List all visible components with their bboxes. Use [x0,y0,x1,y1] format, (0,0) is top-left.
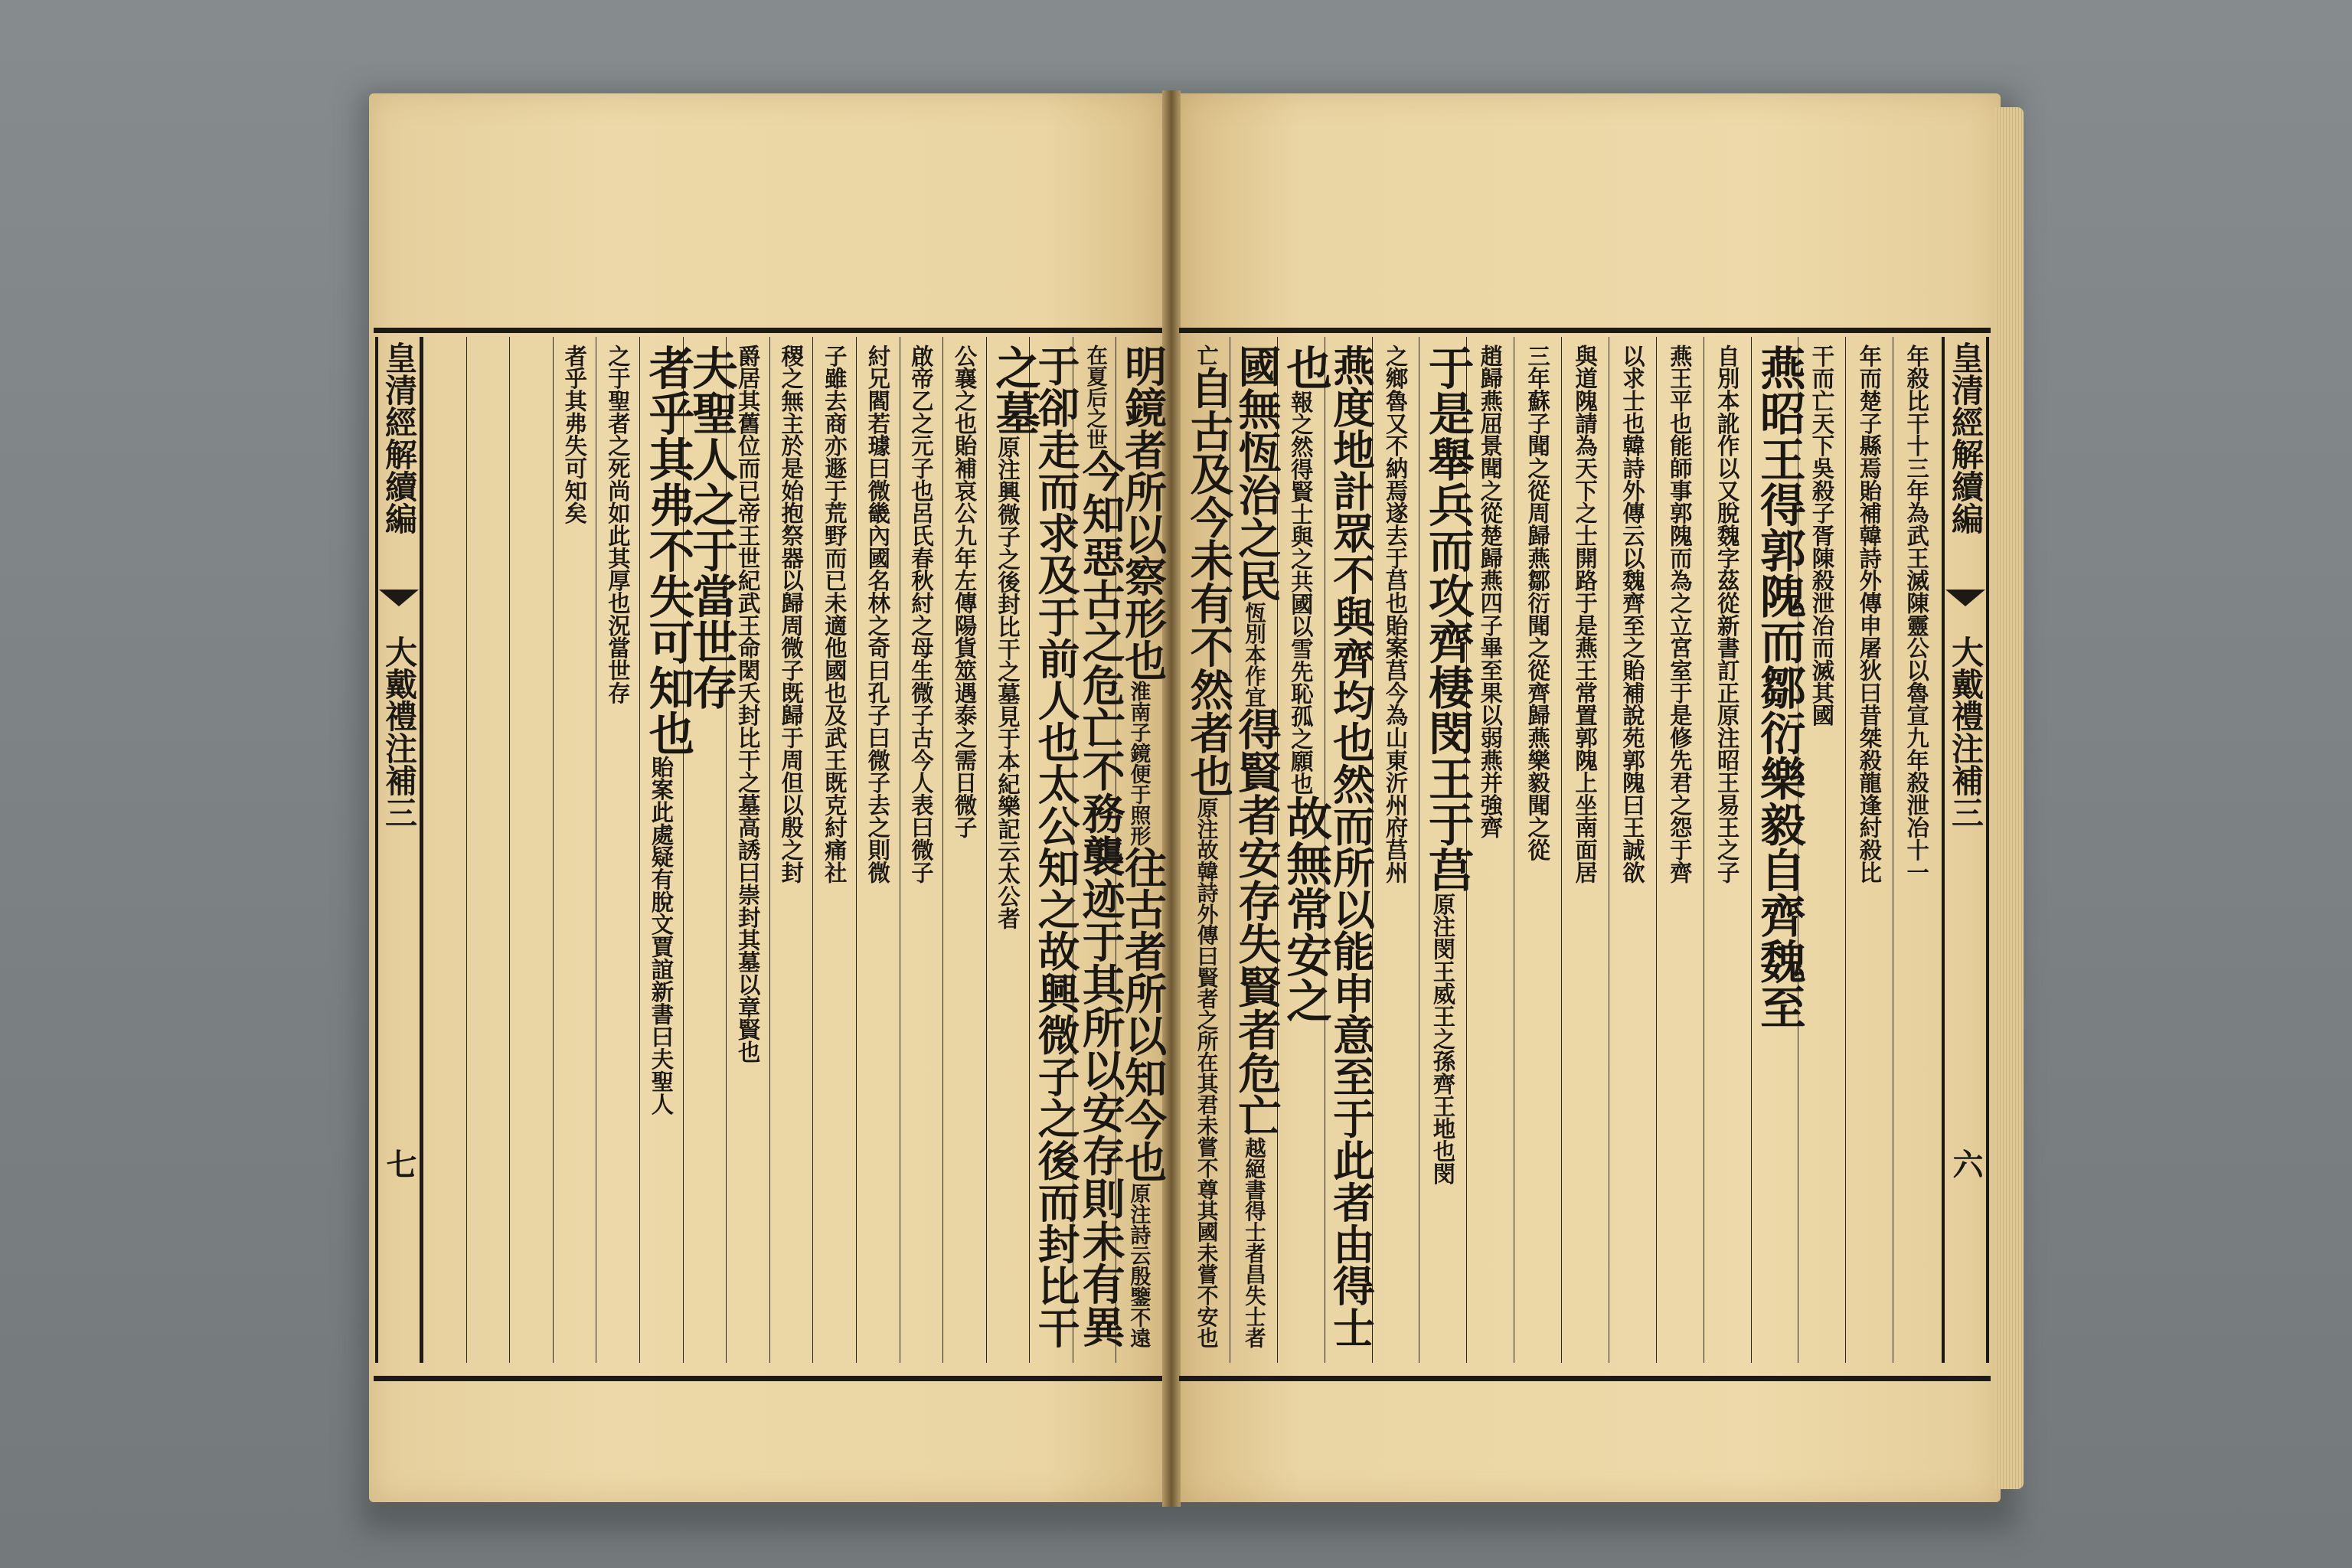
text-column [900,337,943,1363]
main-text-run: 夫聖人之于當世存 [684,345,738,710]
annotation-text-run: 亡 [1193,345,1219,366]
text-column [1845,337,1893,1363]
annotation-text-run: 原注故韓詩外傳曰賢者之所在其君未嘗不尊其國未嘗不安也 [1193,796,1219,1348]
main-text-run: 國無恆治之民 [1230,345,1282,603]
annotation-text-run: 年殺比干十三年為武王滅陳靈公以魯宣九年殺泄冶十一 [1903,345,1931,884]
main-text-run: 故無常安之 [1279,794,1333,1023]
annotation-text-run: 越絕書得士者昌失士者 [1240,1136,1266,1348]
empty-column [423,337,466,1363]
book-spine-gutter [1162,90,1181,1507]
chapter-title: 大戴禮注補三 [381,635,418,828]
annotation-text-run: 自別本訛作以又脫魏字茲從新書訂正原注昭王易王之子 [1713,345,1741,884]
text-column [1514,337,1561,1363]
left-text-block [375,337,1168,1363]
main-text-run: 燕昭王得郭隗而鄒衍樂毅自齊魏至 [1752,345,1806,1030]
main-text-run: 今知惡古之危亡不務襲迹于其所以安存則未有異 [1074,449,1125,1348]
text-column [1609,337,1656,1363]
main-text-run: 于卻走而求及于前人也太公知之故興微子之後而封比干 [1031,345,1080,1348]
annotation-text-run: 報之然得賢士與之共國以雪先恥孤之願也 [1287,390,1315,795]
annotation-text-run: 原注興微子之後封比干之墓見于本紀樂記云太公者 [995,436,1022,930]
main-text-run: 也 [1279,345,1333,390]
main-text-run: 明鏡者所以察形也 [1118,345,1168,681]
main-text-run: 燕度地計眾不與齊均也然而所以能申意至于此者由得士 [1325,345,1375,1348]
text-column [1751,337,1806,1363]
text-column [639,337,695,1363]
annotation-text-run: 淮南子鏡便于照形 [1126,681,1151,847]
text-column [1704,337,1751,1363]
text-column [596,337,639,1363]
text-column [1029,337,1080,1363]
text-column [769,337,813,1363]
annotation-text-run: 之于聖者之死尚如此其厚也況當世存 [604,345,632,704]
annotation-text-run: 原注閔王威王之孫齊王地也閔 [1429,892,1457,1184]
annotation-text-run: 以求士也韓詩外傳云以魏齊至之貽補說苑郭隗曰王誠欲 [1619,345,1646,884]
annotation-text-run: 公襄之也貽補哀公九年左傳陽貨筮遇泰之需日微子 [951,345,978,839]
annotation-text-run: 者乎其弗失可知矣 [561,345,589,524]
text-column [942,337,986,1363]
fishtail-ornament [1945,590,1985,606]
main-text-run: 往古者所以知今也 [1118,846,1168,1183]
annotation-text-run: 稷之無主於是始抱祭器以歸周微子既歸于周但以殷之封 [778,345,805,884]
annotation-text-run: 貽案此處疑有脫文賈誼新書曰夫聖人 [648,755,675,1116]
annotation-text-run: 趙歸燕屈景聞之從楚歸燕四子畢至果以弱燕并強齊 [1477,345,1504,839]
annotation-text-run: 啟帝乙之元子也呂氏春秋紂之母生微子古今人表曰微子 [907,345,935,884]
annotation-text-run: 在夏后之世 [1083,345,1108,450]
annotation-text-run: 爵居其舊位而已帝王世紀武王命閎夭封比干之墓高誘曰崇封其墓以章賢也 [734,345,762,1063]
text-column [553,337,596,1363]
text-column [1656,337,1704,1363]
annotation-text-run: 原注詩云殷鑒不遠 [1126,1182,1151,1348]
text-column [812,337,856,1363]
main-text-run: 不失可知也 [641,527,695,756]
annotation-text-run: 之鄉魯又不納焉遂去于莒也貽案莒今為山東沂州府莒州 [1382,345,1410,884]
annotation-text-run: 紂兄閻若璩曰微畿內國名林之奇曰孔子曰微子去之則微 [864,345,892,884]
empty-column [509,337,553,1363]
annotation-text-run: 三年蘇子聞之從周歸燕鄒衍聞之從齊歸燕樂毅聞之從 [1524,345,1552,861]
main-text-run: 弗 [641,481,695,528]
right-page-center-margin [1942,337,1989,1363]
main-text-run: 于是舉兵而攻齊棲閔王于莒 [1420,345,1475,893]
text-column [856,337,900,1363]
text-column [1182,337,1234,1363]
book-title: 皇清經解續編 [1947,341,1984,534]
main-text-run: 自古及今未有不然者也 [1183,365,1234,797]
text-column [1372,337,1419,1363]
text-column [1277,337,1333,1363]
annotation-text-run: 年而楚子縣焉貽補韓詩外傳申屠狄曰昔桀殺龍逢紂殺比 [1856,345,1883,884]
page-number: 六 [1948,1148,1984,1179]
text-column [1230,337,1282,1363]
book-title: 皇清經解續編 [381,341,418,534]
annotation-text-run: 與道隗請為天下之士開路于是燕王常置郭隗上坐南面居 [1572,345,1599,884]
empty-column [466,337,510,1363]
page-edge-stack [1994,107,2024,1489]
annotation-text-run: 燕王平也能師事郭隗而為之立宮室于是修先君之怨于齊 [1666,345,1694,884]
main-text-run: 得賢者安存失賢者危亡 [1230,707,1282,1137]
main-text-run: 之墓 [988,345,1042,436]
right-text-block [1182,337,1988,1363]
text-column [986,337,1042,1363]
annotation-text-run: 恆別本作宜 [1240,602,1266,708]
main-text-run: 者乎其 [641,345,695,482]
page-number: 七 [381,1148,417,1179]
annotation-text-run: 干而亡天下吳殺子胥陳殺泄冶而滅其國 [1808,345,1836,727]
text-column [1561,337,1609,1363]
chapter-title: 大戴禮注補三 [1947,635,1984,828]
annotation-text-run: 子雖去商亦遯于荒野而已未適他國也及武王既克紂痛社 [821,345,848,884]
fishtail-ornament [379,590,419,606]
text-column [1419,337,1475,1363]
left-page-center-margin [375,337,423,1363]
text-column [1893,337,1940,1363]
